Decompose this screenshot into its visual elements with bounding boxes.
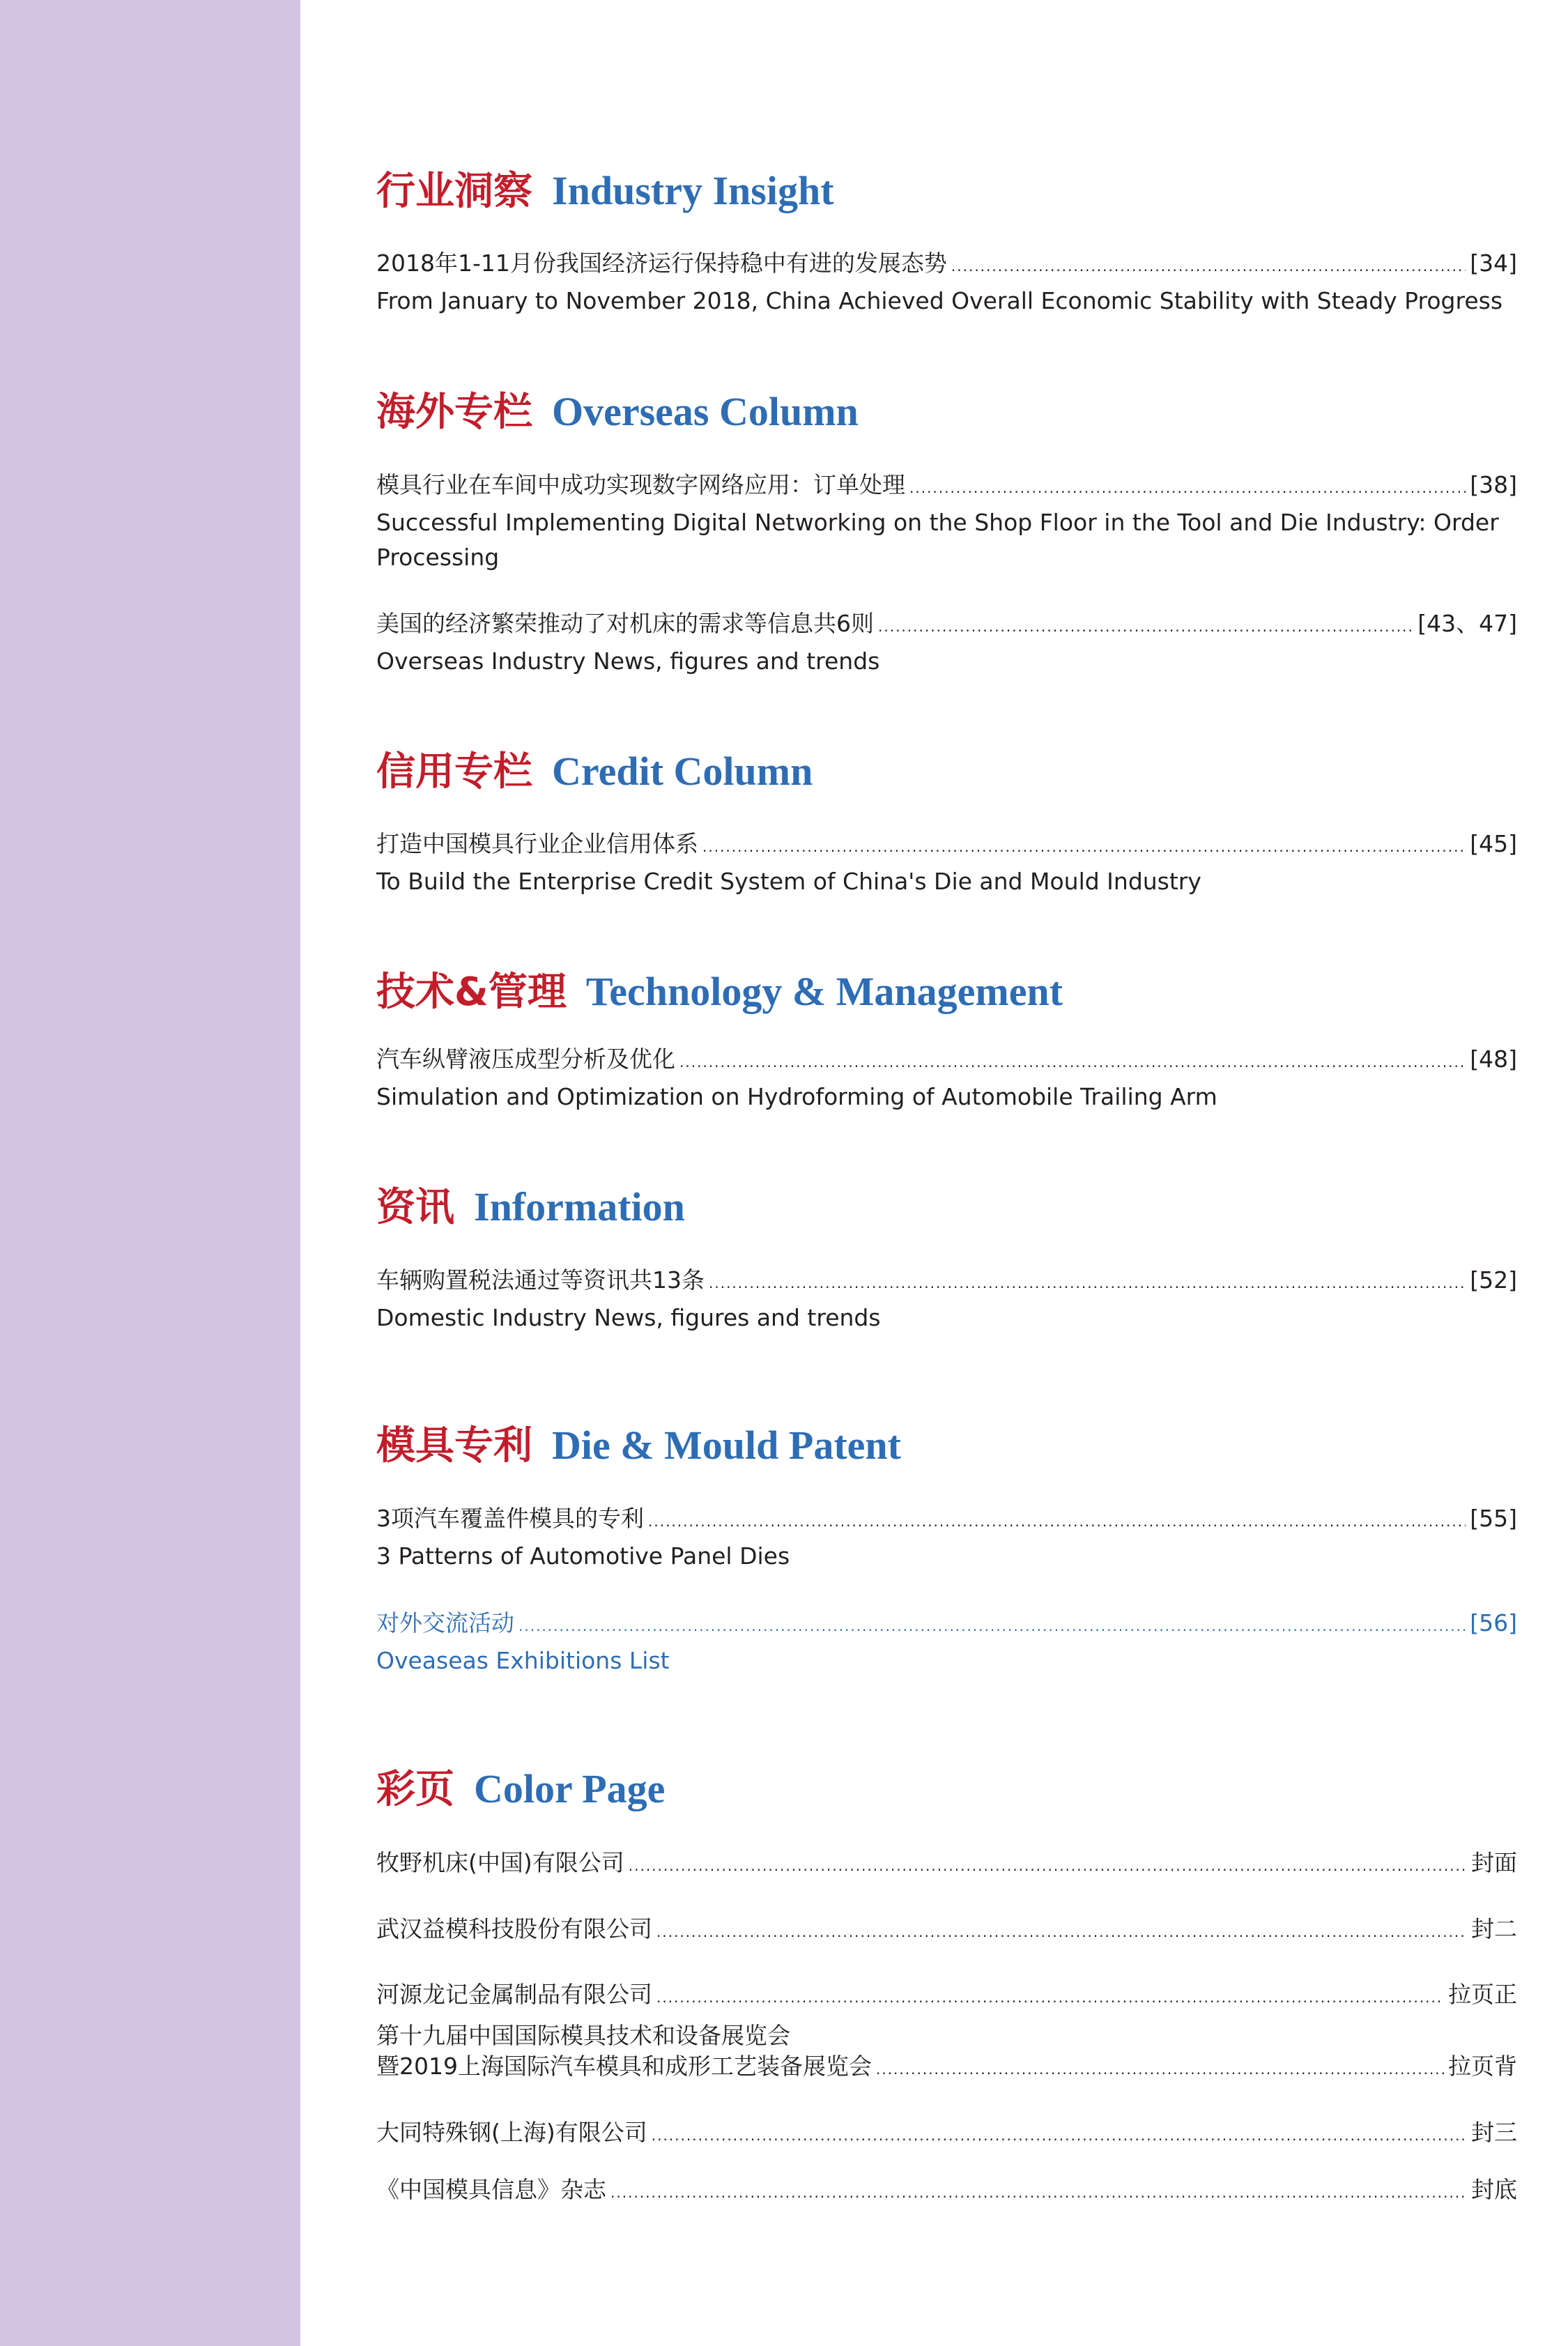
- toc-entry-color-4[interactable]: [376, 2018, 1517, 2087]
- entry-title-zh: 河源龙记金属制品有限公司: [376, 1981, 652, 2008]
- sidebar-band: [0, 0, 300, 2346]
- entry-title-en: From January to November 2018, China Achieved Overall Economic Stability with Steady Progress: [376, 287, 1503, 314]
- dot-leader: [652, 2118, 1467, 2153]
- dot-leader: [656, 1915, 1467, 1949]
- page-number: [56]: [1470, 1609, 1517, 1636]
- toc-entry-patent-2[interactable]: [376, 1606, 1517, 1678]
- page-number: 拉页正: [1448, 1981, 1517, 2008]
- dot-leader: [702, 829, 1466, 864]
- toc-entry-info-1[interactable]: [376, 1263, 1517, 1335]
- toc-entry-overseas-2[interactable]: [376, 606, 1517, 679]
- dot-leader: [518, 1609, 1466, 1643]
- entry-title-en: Domestic Industry News, figures and trends: [376, 1304, 881, 1331]
- entry-title-zh: 汽车纵臂液压成型分析及优化: [376, 1045, 675, 1073]
- entry-title-zh: 2018年1-11月份我国经济运行保持稳中有进的发展态势: [376, 250, 947, 277]
- entry-title-zh: 美国的经济繁荣推动了对机床的需求等信息共6则: [376, 610, 874, 637]
- toc-entry-tech-1[interactable]: [376, 1042, 1517, 1114]
- entry-title-zh: 牧野机床(中国)有限公司: [376, 1849, 624, 1876]
- entry-title-en: 3 Patterns of Automotive Panel Dies: [376, 1542, 790, 1570]
- entry-title-zh-line1: 第十九届中国国际模具技术和设备展览会: [376, 2022, 790, 2049]
- page-number: [52]: [1470, 1266, 1517, 1294]
- toc-entry-color-6[interactable]: [376, 2172, 1517, 2210]
- section-title-technology-management: 技术&管理 Technology & Management: [376, 969, 1063, 1015]
- entry-title-en: Successful Implementing Digital Networking on the Shop Floor in the Tool and Die Industry: Order Processing: [376, 509, 1499, 571]
- dot-leader: [709, 1266, 1466, 1301]
- dot-leader: [648, 1504, 1466, 1539]
- section-title-information: 资讯 Information: [376, 1184, 685, 1230]
- entry-title-zh: 模具行业在车间中成功实现数字网络应用：订单处理: [376, 471, 905, 498]
- entry-title-zh: 大同特殊钢(上海)有限公司: [376, 2119, 647, 2146]
- page-number: 封二: [1471, 1915, 1517, 1942]
- page-number: [55]: [1470, 1505, 1517, 1532]
- page-number: [45]: [1470, 830, 1517, 857]
- page-number: [38]: [1470, 471, 1517, 498]
- dot-leader: [679, 1045, 1466, 1080]
- entry-title-zh: 打造中国模具行业企业信用体系: [376, 830, 698, 857]
- page-number: [34]: [1470, 250, 1517, 277]
- toc-entry-overseas-1[interactable]: [376, 468, 1517, 575]
- dot-leader: [629, 1848, 1467, 1883]
- page-number: 封三: [1471, 2119, 1517, 2146]
- section-title-industry-insight: 行业洞察 Industry Insight: [376, 168, 834, 214]
- section-title-color-page: 彩页 Color Page: [376, 1766, 666, 1812]
- page-number: [48]: [1470, 1045, 1517, 1073]
- dot-leader: [610, 2175, 1467, 2210]
- toc-entry-color-1[interactable]: [376, 1846, 1517, 1883]
- toc-entry-color-3[interactable]: [376, 1977, 1517, 2015]
- dot-leader: [876, 2052, 1444, 2087]
- dot-leader: [878, 609, 1413, 644]
- section-title-overseas-column: 海外专栏 Overseas Column: [376, 389, 859, 435]
- page-number: 封底: [1471, 2176, 1517, 2203]
- entry-title-zh: 车辆购置税法通过等资讯共13条: [376, 1266, 705, 1294]
- entry-title-en: Simulation and Optimization on Hydroforming of Automobile Trailing Arm: [376, 1083, 1217, 1110]
- entry-title-zh: 武汉益模科技股份有限公司: [376, 1915, 652, 1942]
- dot-leader: [909, 470, 1466, 505]
- entry-title-zh: 3项汽车覆盖件模具的专利: [376, 1505, 644, 1532]
- dot-leader: [656, 1980, 1444, 2015]
- section-title-die-mould-patent: 模具专利 Die & Mould Patent: [376, 1423, 901, 1469]
- entry-title-zh: 对外交流活动: [376, 1609, 514, 1636]
- toc-entry-industry-insight-1[interactable]: [376, 246, 1517, 319]
- page-number: 拉页背: [1448, 2053, 1517, 2080]
- section-title-credit-column: 信用专栏 Credit Column: [376, 749, 813, 795]
- toc-entry-patent-1[interactable]: [376, 1501, 1517, 1574]
- entry-title-zh: 《中国模具信息》杂志: [376, 2176, 606, 2203]
- dot-leader: [951, 249, 1466, 284]
- toc-entry-color-2[interactable]: [376, 1912, 1517, 1949]
- entry-title-en: Overseas Industry News, figures and trends: [376, 647, 880, 675]
- page-number: [43、47]: [1417, 610, 1517, 637]
- toc-entry-color-5[interactable]: [376, 2115, 1517, 2153]
- page-number: 封面: [1471, 1849, 1517, 1876]
- entry-title-zh: 暨2019上海国际汽车模具和成形工艺装备展览会: [376, 2053, 872, 2080]
- entry-title-en: To Build the Enterprise Credit System of China's Die and Mould Industry: [376, 868, 1201, 895]
- entry-title-en: Oveaseas Exhibitions List: [376, 1647, 670, 1674]
- toc-entry-credit-1[interactable]: [376, 827, 1517, 899]
